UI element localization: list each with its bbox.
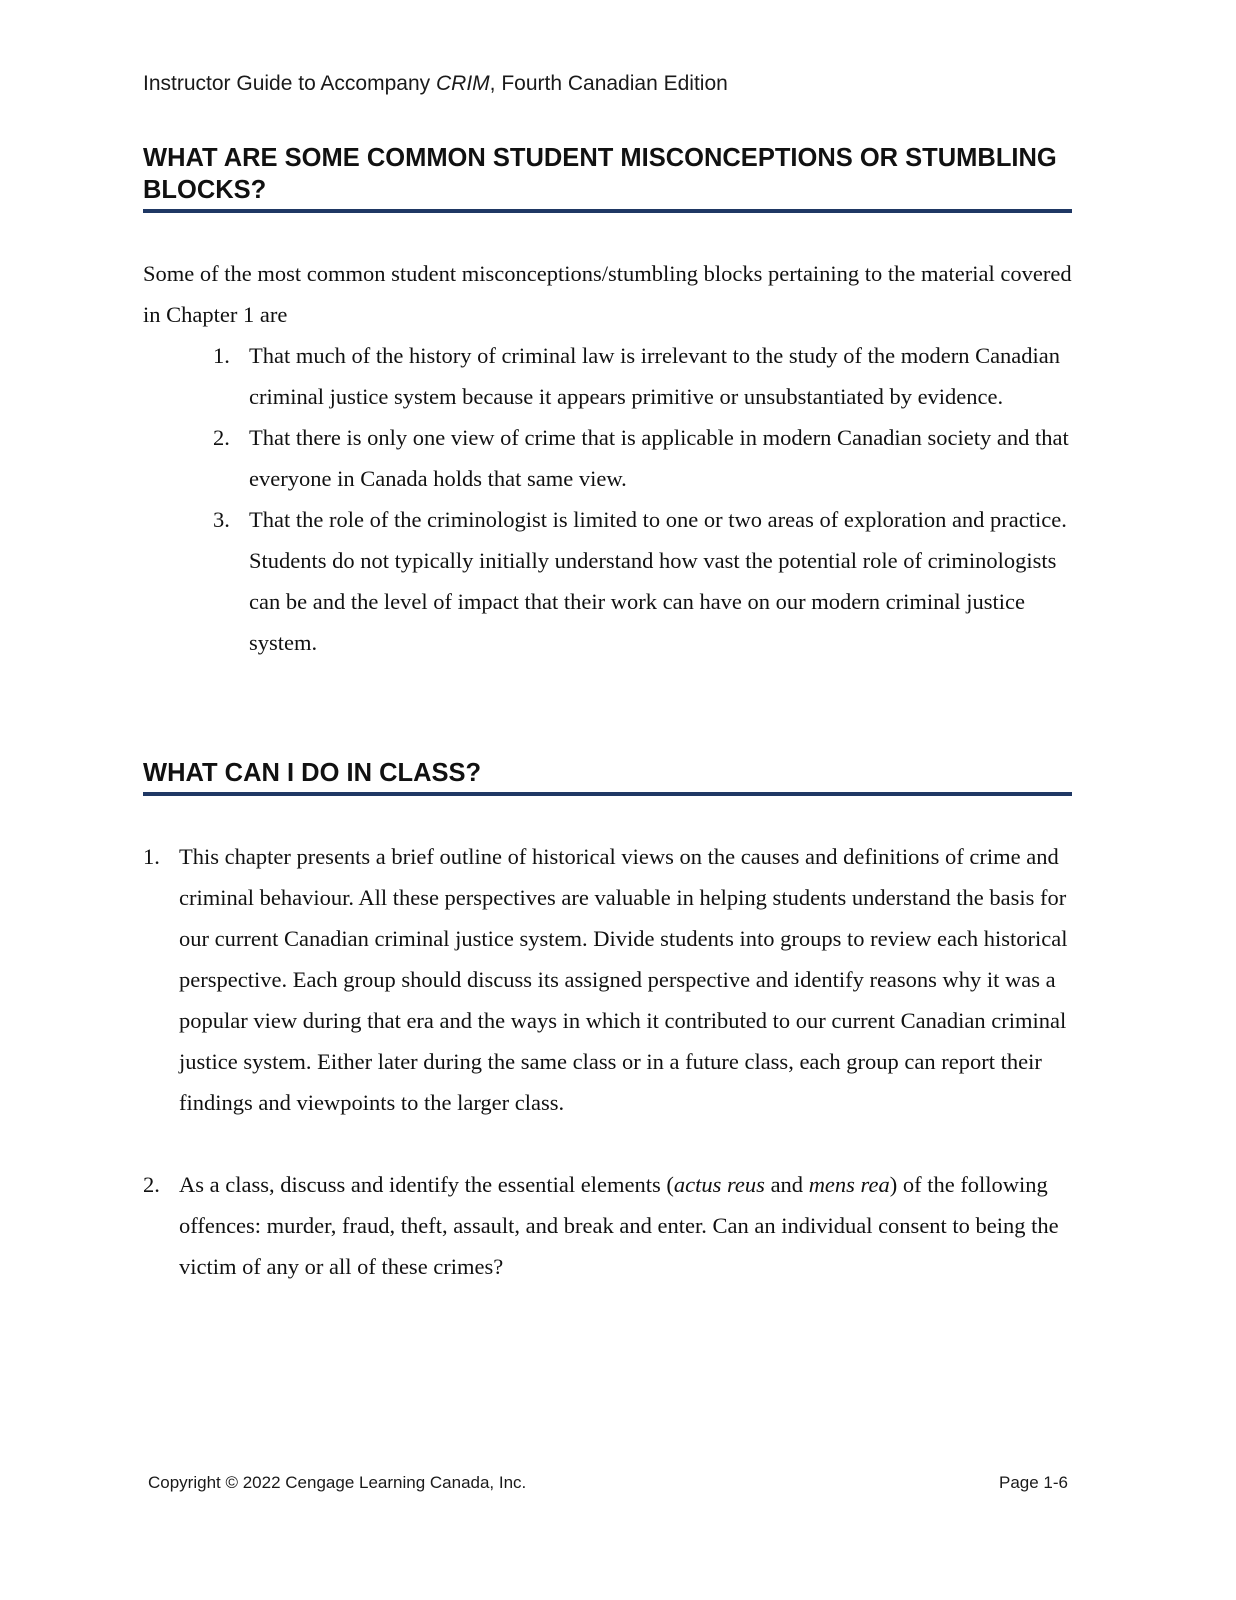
list-item: [143, 1164, 1072, 1287]
list-item: [143, 417, 1072, 499]
header-suffix: , Fourth Canadian Edition: [489, 72, 728, 95]
class-activities-list: [143, 836, 1072, 1287]
latin-term-actus-reus: actus reus: [673, 1172, 765, 1197]
footer-page-number: Page 1-6: [999, 1473, 1068, 1492]
list-item-number: 2.: [213, 425, 230, 450]
list-item-text: That much of the history of criminal law is irrelevant to the study of the modern Canadian criminal justice system because it appears primitive or unsubstantiated by evidence.: [249, 343, 1061, 409]
header-book-title: CRIM: [435, 72, 490, 95]
footer-copyright: Copyright © 2022 Cengage Learning Canada, Inc.: [148, 1473, 527, 1492]
list-item-text-part: As a class, discuss and identify the essential elements (: [179, 1172, 674, 1197]
list-item-number: 2.: [143, 1172, 160, 1197]
list-item-number: 3.: [213, 507, 230, 532]
list-item-number: 1.: [213, 343, 230, 368]
misconceptions-list: [143, 335, 1072, 663]
misconceptions-intro: Some of the most common student misconceptions/stumbling blocks pertaining to the material covered in Chapter 1 are: [143, 261, 1072, 327]
header-prefix: Instructor Guide to Accompany: [143, 72, 436, 95]
list-item: [143, 335, 1072, 417]
list-item-text-part: ) of the following offences: murder, fraud, theft, assault, and break and enter. Can an individual consent to being the victim of any or all of these crimes?: [179, 1172, 1059, 1279]
list-item-text: That there is only one view of crime that is applicable in modern Canadian society and that everyone in Canada holds that same view.: [249, 425, 1069, 491]
page-header: [143, 72, 728, 96]
latin-term-mens-rea: mens rea: [808, 1172, 890, 1197]
list-item-text: This chapter presents a brief outline of historical views on the causes and definitions of crime and criminal behaviour. All these perspectives are valuable in helping students understand the basis for our current Canadian criminal justice system. Divide students into groups to review each historical perspective. Each group should discuss its assigned perspective and identify reasons why it was a popular view during that era and the ways in which it contributed to our current Canadian criminal justice system. Either later during the same class or in a future class, each group can report their findings and viewpoints to the larger class.: [179, 844, 1068, 1115]
list-item-text: [179, 1172, 1059, 1279]
list-item: [143, 499, 1072, 663]
list-item-text: That the role of the criminologist is limited to one or two areas of exploration and practice. Students do not typically initially understand how vast the potential role of criminologists can be and the level of impact that their work can have on our modern criminal justice system.: [249, 507, 1067, 655]
list-item-number: 1.: [143, 844, 160, 869]
class-activities-heading: WHAT CAN I DO IN CLASS?: [143, 757, 1072, 796]
list-item: [143, 836, 1072, 1123]
list-item-text-part: and: [764, 1172, 809, 1197]
misconceptions-heading: WHAT ARE SOME COMMON STUDENT MISCONCEPTIONS OR STUMBLING BLOCKS?: [143, 142, 1072, 213]
